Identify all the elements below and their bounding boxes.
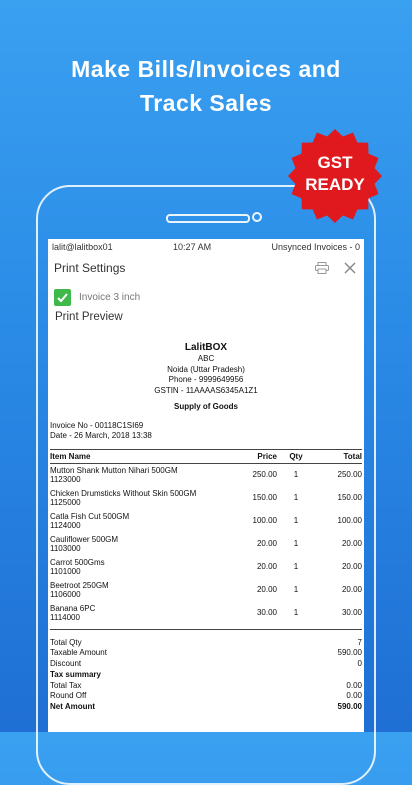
shop-address: Noida (Uttar Pradesh) — [167, 364, 245, 374]
item-price: 100.00 — [252, 516, 277, 526]
status-email: lalit@lalitbox01 — [52, 242, 113, 252]
table-row — [50, 487, 362, 510]
item-price: 30.00 — [256, 608, 277, 618]
item-qty: 1 — [293, 585, 299, 595]
status-sync: Unsynced Invoices - 0 — [271, 242, 360, 252]
item-code: 1114000 — [50, 613, 80, 622]
item-qty: 1 — [293, 470, 299, 480]
item-code: 1125000 — [50, 498, 81, 507]
item-name: Beetroot 250GM — [50, 580, 109, 590]
tax-summary-label: Tax summary — [50, 669, 101, 679]
net-amount-label: Net Amount — [50, 702, 96, 712]
item-price: 150.00 — [252, 493, 277, 503]
item-code: 1123000 — [50, 475, 81, 484]
table-row — [50, 602, 362, 625]
badge-line-2: READY — [305, 175, 365, 194]
printer-icon[interactable] — [314, 260, 330, 276]
header-total: Total — [315, 449, 362, 463]
invoice-3inch-label: Invoice 3 inch — [79, 292, 141, 303]
table-row — [50, 533, 362, 556]
status-time: 10:27 AM — [173, 242, 212, 252]
receipt-preview — [48, 341, 364, 713]
total-tax-value: 0.00 — [346, 680, 362, 690]
discount-value: 0 — [357, 659, 362, 669]
gst-badge-text — [287, 152, 383, 196]
headline-line-1: Make Bills/Invoices and — [71, 56, 341, 82]
table-row — [50, 579, 362, 602]
round-off-label: Round Off — [50, 691, 87, 701]
item-qty: 1 — [293, 493, 299, 503]
invoice-number: Invoice No - 00118C1SI69 — [50, 420, 144, 430]
item-code: 1101000 — [50, 567, 81, 576]
item-total: 100.00 — [337, 516, 362, 526]
item-qty: 1 — [293, 539, 299, 549]
item-name: Banana 6PC — [50, 603, 96, 613]
item-name: Mutton Shank Mutton Nihari 500GM — [50, 465, 178, 475]
item-name: Carrot 500Gms — [50, 557, 105, 567]
taxable-value: 590.00 — [337, 648, 362, 658]
item-qty: 1 — [293, 516, 299, 526]
page-title: Print Settings — [54, 261, 126, 275]
taxable-label: Taxable Amount — [50, 648, 107, 658]
item-code: 1103000 — [50, 544, 81, 553]
items-table — [50, 449, 362, 625]
headline-line-2: Track Sales — [139, 90, 273, 116]
table-row — [50, 510, 362, 533]
item-qty: 1 — [293, 608, 299, 618]
item-total: 20.00 — [341, 585, 362, 595]
header-price: Price — [215, 449, 277, 463]
net-amount-value: 590.00 — [337, 702, 362, 712]
badge-line-1: GST — [317, 153, 353, 172]
item-code: 1106000 — [50, 590, 81, 599]
supply-type: Supply of Goods — [174, 402, 238, 411]
item-name: Catla Fish Cut 500GM — [50, 511, 130, 521]
shop-phone: Phone - 9999649956 — [168, 375, 244, 384]
invoice-3inch-option[interactable] — [48, 289, 364, 306]
phone-camera — [252, 212, 262, 222]
invoice-summary — [50, 638, 362, 714]
header-qty: Qty — [277, 449, 315, 463]
divider — [50, 629, 362, 630]
close-icon[interactable] — [342, 260, 358, 276]
item-price: 20.00 — [256, 539, 277, 549]
phone-speaker — [166, 214, 250, 223]
shop-gstin: GSTIN - 11AAAAS6345A1Z1 — [154, 385, 258, 395]
item-name: Cauliflower 500GM — [50, 534, 119, 544]
headline — [0, 52, 412, 120]
app-screen — [48, 239, 364, 732]
item-total: 150.00 — [337, 493, 362, 503]
item-name: Chicken Drumsticks Without Skin 500GM — [50, 488, 197, 498]
shop-line: ABC — [197, 354, 215, 363]
item-total: 20.00 — [341, 562, 362, 572]
table-row — [50, 463, 362, 487]
shop-name: LalitBOX — [184, 342, 228, 353]
item-price: 250.00 — [252, 470, 277, 480]
print-preview-title: Print Preview — [55, 311, 123, 323]
total-tax-label: Total Tax — [50, 680, 82, 690]
checkbox-checked-icon[interactable] — [54, 289, 71, 306]
item-total: 30.00 — [341, 608, 362, 618]
discount-label: Discount — [50, 659, 82, 669]
item-total: 20.00 — [341, 539, 362, 549]
status-bar — [48, 239, 364, 255]
item-total: 250.00 — [337, 470, 362, 480]
header-item-name: Item Name — [50, 449, 215, 463]
total-qty-label: Total Qty — [50, 637, 82, 647]
item-code: 1124000 — [50, 521, 81, 530]
item-price: 20.00 — [256, 585, 277, 595]
table-row — [50, 556, 362, 579]
round-off-value: 0.00 — [346, 691, 362, 701]
toolbar — [48, 257, 364, 279]
total-qty-value: 7 — [357, 637, 362, 647]
invoice-date: Date - 26 March, 2018 13:38 — [50, 431, 152, 440]
item-price: 20.00 — [256, 562, 277, 572]
item-qty: 1 — [293, 562, 299, 572]
